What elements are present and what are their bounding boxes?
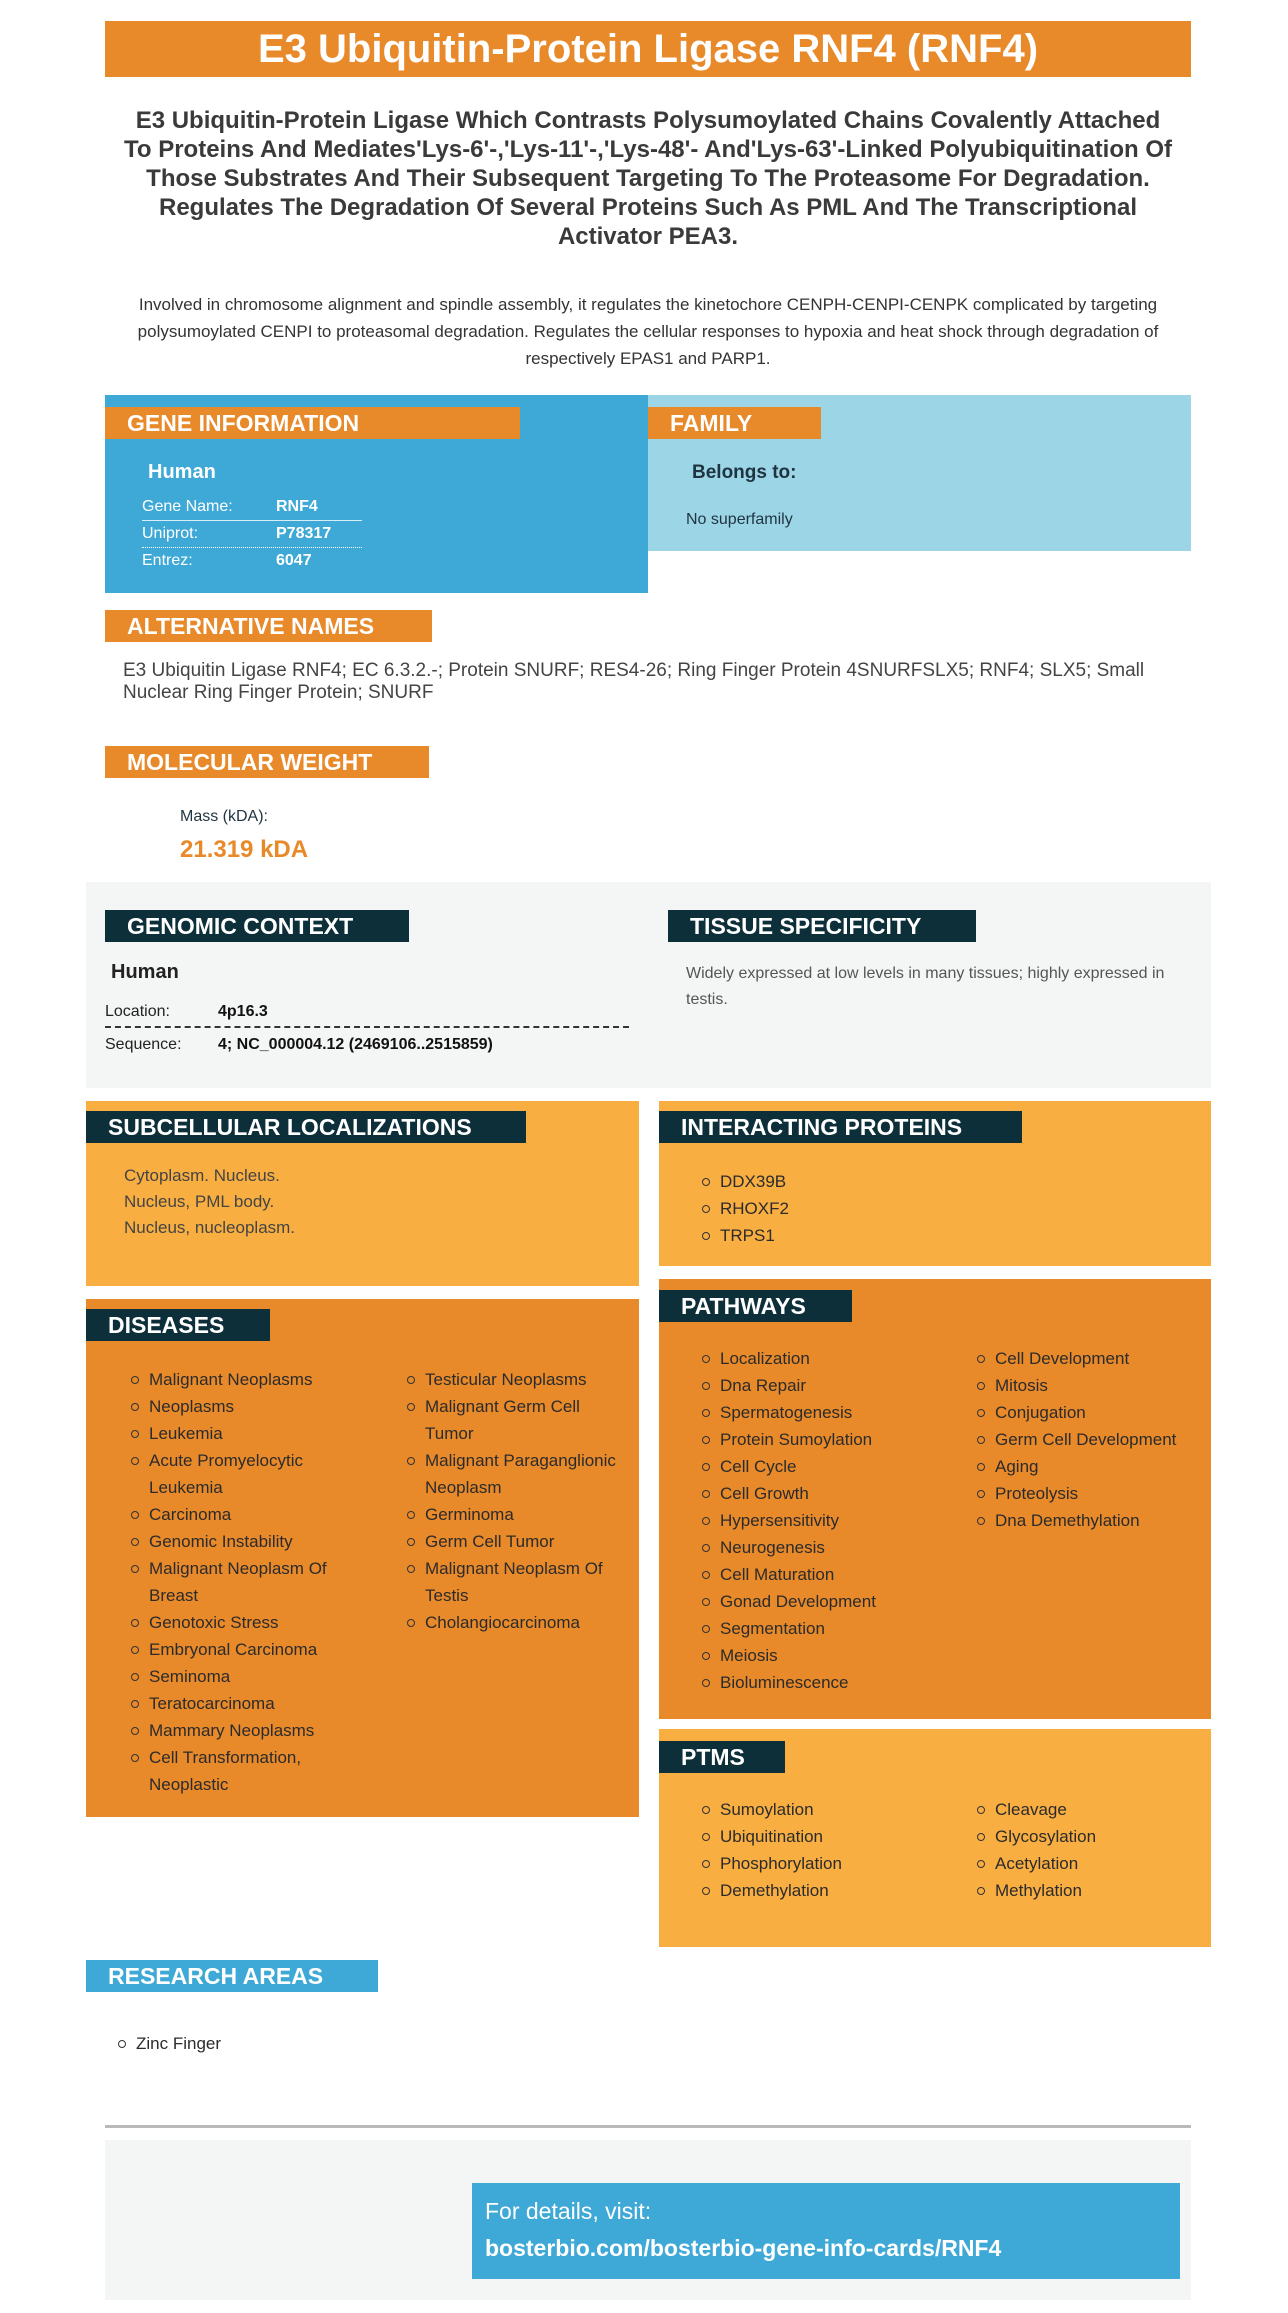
alternative-names-header: ALTERNATIVE NAMES [105,610,432,642]
list-item: Embryonal Carcinoma [131,1636,359,1663]
subcellular-line: Cytoplasm. Nucleus. [124,1166,280,1185]
ptms-header: PTMS [659,1741,785,1773]
list-item: Malignant Neoplasm Of Testis [407,1555,617,1609]
list-item: Malignant Paraganglionic Neoplasm [407,1447,617,1501]
diseases-panel [86,1299,639,1817]
superfamily-value: No superfamily [686,511,793,528]
list-item: Dna Repair [702,1372,962,1399]
list-item: Bioluminescence [702,1669,962,1696]
mass-label: Mass (kDA): [180,808,268,825]
list-item: Gonad Development [702,1588,962,1615]
uniprot-row [142,521,362,548]
list-item: Neoplasms [131,1393,359,1420]
family-panel [648,395,1191,551]
list-item: Phosphorylation [702,1850,962,1877]
list-item: Meiosis [702,1642,962,1669]
list-item: Cell Maturation [702,1561,962,1588]
gene-information-panel [105,395,648,593]
gene-name-label: Gene Name: [142,498,233,515]
list-item: Glycosylation [977,1823,1207,1850]
entrez-label: Entrez: [142,552,193,569]
list-item: Conjugation [977,1399,1207,1426]
entrez-row [142,548,362,574]
list-item: Teratocarcinoma [131,1690,359,1717]
research-areas-header: RESEARCH AREAS [86,1960,378,1992]
mass-value: 21.319 kDA [180,836,309,863]
list-item: Acetylation [977,1850,1207,1877]
list-item: Acute Promyelocytic Leukemia [131,1447,359,1501]
location-value: 4p16.3 [218,1003,268,1020]
list-item: Sumoylation [702,1796,962,1823]
list-item: Cell Development [977,1345,1207,1372]
list-item: Seminoma [131,1663,359,1690]
diseases-list-col2 [407,1366,617,1636]
interacting-proteins-list [702,1168,789,1249]
list-item: TRPS1 [702,1222,789,1249]
list-item: Cell Transformation, Neoplastic [131,1744,359,1798]
list-item: DDX39B [702,1168,789,1195]
interacting-proteins-header: INTERACTING PROTEINS [659,1111,1022,1143]
list-item: Genomic Instability [131,1528,359,1555]
list-item: Spermatogenesis [702,1399,962,1426]
alternative-names-text: E3 Ubiquitin Ligase RNF4; EC 6.3.2.-; Protein SNURF; RES4-26; Ring Finger Protein 4SNURFSLX5; RNF4; SLX5; Small Nuclear Ring Finger Protein; SNURF [123,660,1145,703]
subcellular-line: Nucleus, nucleoplasm. [124,1218,296,1237]
diseases-header: DISEASES [86,1309,270,1341]
family-header: FAMILY [648,407,821,439]
gene-species: Human [148,461,216,483]
list-item: Methylation [977,1877,1207,1904]
list-item: Proteolysis [977,1480,1207,1507]
uniprot-value: P78317 [276,525,332,542]
ptms-list-col2 [977,1796,1207,1904]
list-item: Localization [702,1345,962,1372]
list-item: Neurogenesis [702,1534,962,1561]
list-item: Germ Cell Development [977,1426,1207,1453]
list-item: Ubiquitination [702,1823,962,1850]
list-item: RHOXF2 [702,1195,789,1222]
list-item: Cell Growth [702,1480,962,1507]
list-item: Germinoma [407,1501,617,1528]
list-item: Cleavage [977,1796,1207,1823]
list-item: Mammary Neoplasms [131,1717,359,1744]
pathways-list-col1 [702,1345,962,1696]
sequence-row [105,1031,629,1059]
list-item: Mitosis [977,1372,1207,1399]
subcellular-line: Nucleus, PML body. [124,1192,275,1211]
list-item: Malignant Germ Cell Tumor [407,1393,617,1447]
location-label: Location: [105,1003,170,1020]
interacting-proteins-panel [659,1101,1211,1266]
details-label: For details, visit: [485,2198,652,2224]
uniprot-label: Uniprot: [142,525,199,542]
list-item: Carcinoma [131,1501,359,1528]
location-row [105,998,629,1028]
gene-name-value: RNF4 [276,498,318,515]
ptms-list-col1 [702,1796,962,1904]
details-link[interactable] [472,2183,1180,2279]
list-item: Dna Demethylation [977,1507,1207,1534]
list-item: Malignant Neoplasm Of Breast [131,1555,359,1609]
genomic-context-header: GENOMIC CONTEXT [105,910,409,942]
list-item: Germ Cell Tumor [407,1528,617,1555]
protein-description: Involved in chromosome alignment and spindle assembly, it regulates the kinetochore CENPH-CENPI-CENPK complicated by targeting polysumoylated CENPI to proteasomal degradation. Regulates the cellular responses to hypoxia and heat shock through degradation of respectively EPAS1 and PARP1. [137,295,1159,368]
subcellular-header: SUBCELLULAR LOCALIZATIONS [86,1111,526,1143]
list-item: Aging [977,1453,1207,1480]
diseases-list-col1 [131,1366,359,1798]
research-areas-list [118,2030,221,2057]
list-item: Malignant Neoplasms [131,1366,359,1393]
entrez-value: 6047 [276,552,312,569]
ptms-panel [659,1729,1211,1947]
pathways-list-col2 [977,1345,1207,1534]
tissue-specificity-header: TISSUE SPECIFICITY [668,910,976,942]
belongs-to-label: Belongs to: [692,462,797,483]
gene-information-header: GENE INFORMATION [105,407,520,439]
genomic-species: Human [111,961,179,983]
sequence-value: 4; NC_000004.12 (2469106..2515859) [218,1036,493,1053]
protein-function-summary: E3 Ubiquitin-Protein Ligase Which Contrasts Polysumoylated Chains Covalently Attached To Proteins And Mediates'Lys-6'-,'Lys-11'-,'Lys-48'- And'Lys-63'-Linked Polyubiquitination Of Those Substrates And Their Subsequent Targeting To The Proteasome For Degradation. Regulates The Degradation Of Several Proteins Such As PML And The Transcriptional Activator PEA3. [123,107,1172,250]
list-item: Leukemia [131,1420,359,1447]
sequence-label: Sequence: [105,1036,182,1053]
molecular-weight-header: MOLECULAR WEIGHT [105,746,429,778]
subcellular-list [124,1163,295,1241]
pathways-panel [659,1279,1211,1719]
tissue-specificity-text: Widely expressed at low levels in many tissues; highly expressed in testis. [686,965,1165,1008]
page-title: E3 Ubiquitin-Protein Ligase RNF4 (RNF4) [105,21,1191,77]
subcellular-panel [86,1101,639,1286]
list-item: Hypersensitivity [702,1507,962,1534]
footer-divider [105,2125,1191,2128]
details-url[interactable]: bosterbio.com/bosterbio-gene-info-cards/RNF4 [485,2235,1002,2261]
list-item: Demethylation [702,1877,962,1904]
list-item: Cholangiocarcinoma [407,1609,617,1636]
list-item: Testicular Neoplasms [407,1366,617,1393]
list-item: Segmentation [702,1615,962,1642]
pathways-header: PATHWAYS [659,1290,852,1322]
list-item: Cell Cycle [702,1453,962,1480]
list-item: Protein Sumoylation [702,1426,962,1453]
list-item: Genotoxic Stress [131,1609,359,1636]
list-item: Zinc Finger [118,2030,221,2057]
gene-name-row [142,494,362,521]
